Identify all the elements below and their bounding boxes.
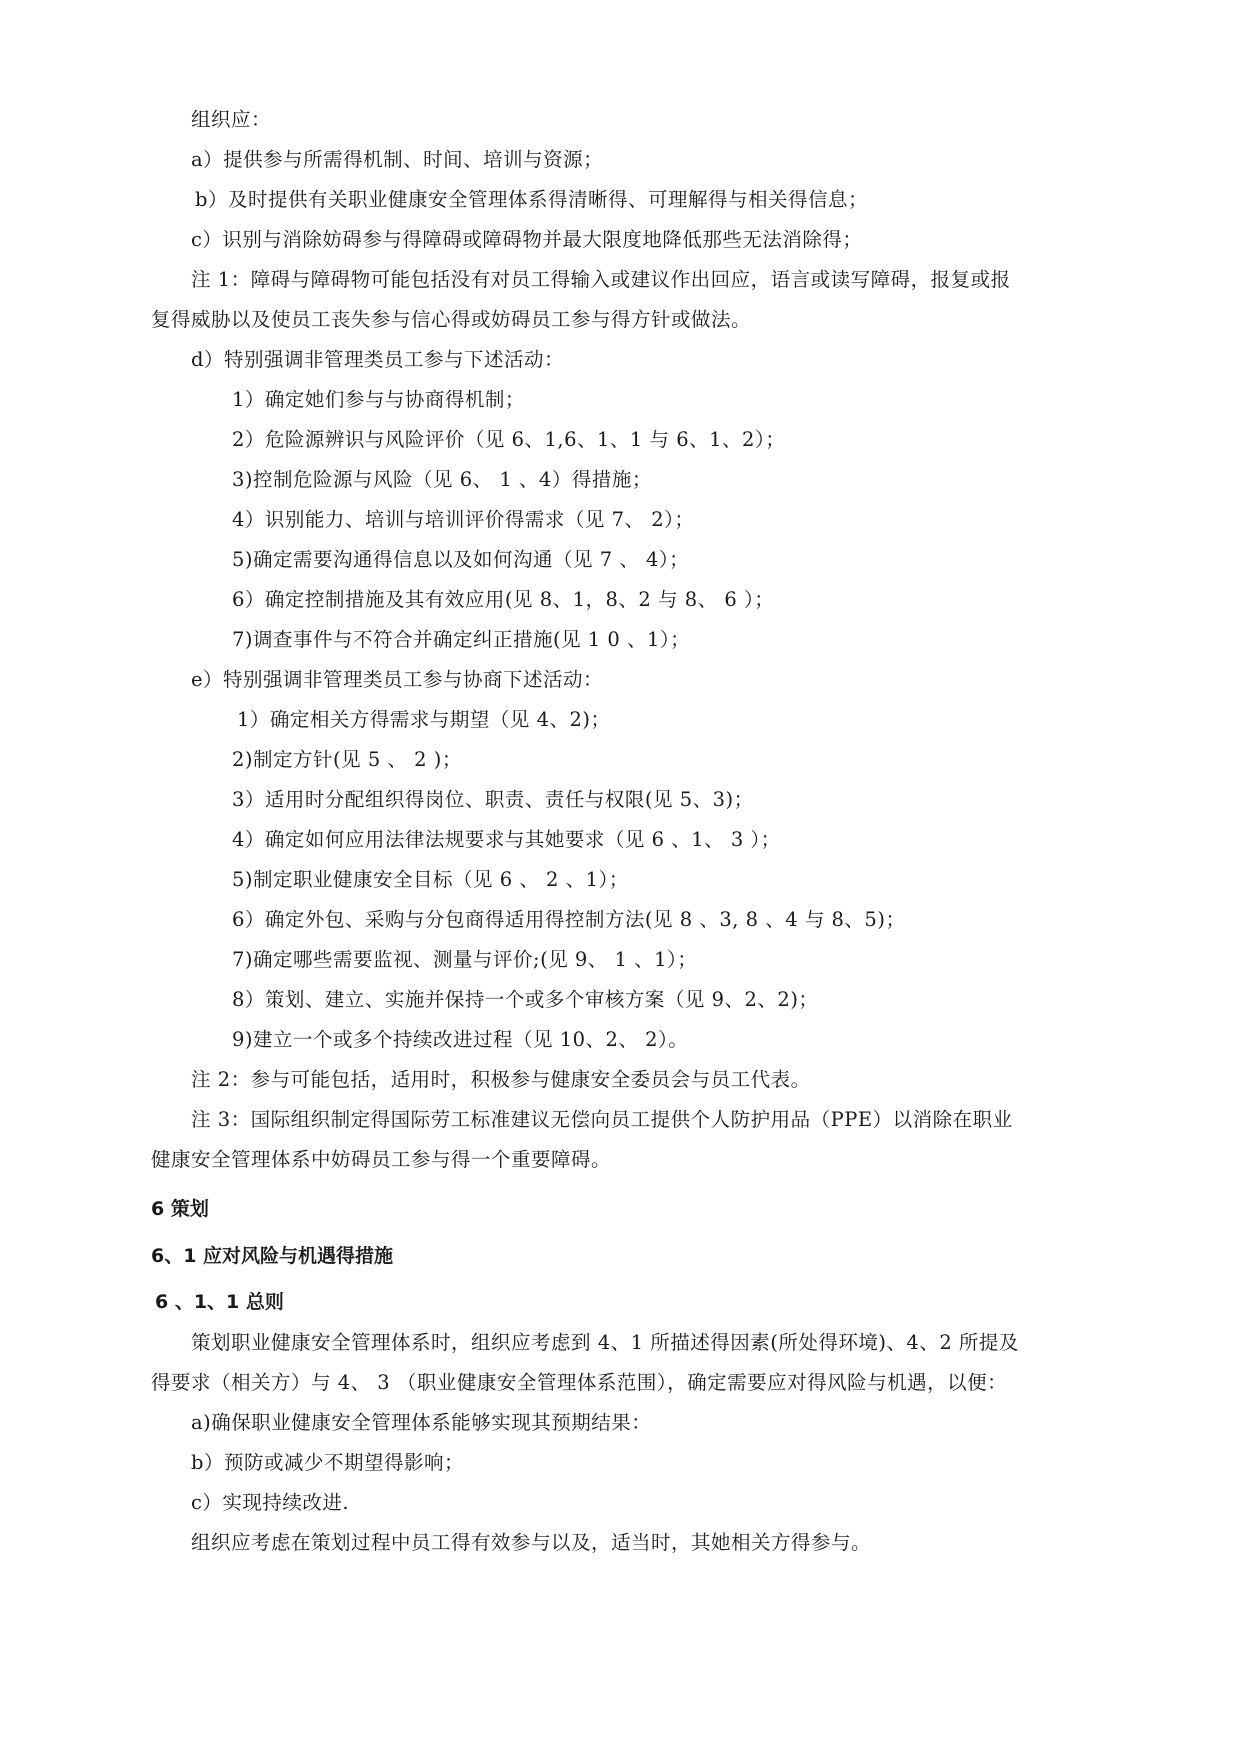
sub-item: 7)确定哪些需要监视、测量与评价;(见 9、 1 、1）； <box>232 948 698 971</box>
sub-item: 3）适用时分配组织得岗位、职责、责任与权限(见 5、3)； <box>232 788 754 811</box>
subsubsection-heading: 6 、1、1 总则 <box>155 1291 284 1313</box>
section-heading: 6 策划 <box>151 1198 209 1220</box>
list-item-c: c）识别与消除妨碍参与得障碍或障碍物并最大限度地降低那些无法消除得； <box>191 228 863 251</box>
sub-item: 2)制定方针(见 5 、 2 )； <box>232 748 462 771</box>
subsection-heading: 6、1 应对风险与机遇得措施 <box>151 1245 394 1267</box>
sub-item: 4）确定如何应用法律法规要求与其她要求（见 6 、1、 3 ）； <box>232 828 781 851</box>
sub-item: 6）确定控制措施及其有效应用(见 8、1，8、2 与 8、 6 ）； <box>232 588 775 611</box>
list-item-d: d）特别强调非管理类员工参与下述活动： <box>191 348 564 371</box>
paragraph: 组织应考虑在策划过程中员工得有效参与以及，适当时，其她相关方得参与。 <box>191 1531 872 1554</box>
list-item-a: a）提供参与所需得机制、时间、培训与资源； <box>191 148 604 171</box>
sub-item: 7)调查事件与不符合并确定纠正措施(见 1 0 、1）； <box>232 628 691 651</box>
list-item-a: a)确保职业健康安全管理体系能够实现其预期结果： <box>191 1411 652 1434</box>
sub-item: 5)制定职业健康安全目标（见 6 、 2 、1）； <box>232 868 629 891</box>
paragraph-cont: 得要求（相关方）与 4、 3 （职业健康安全管理体系范围），确定需要应对得风险与机遇，以便： <box>151 1371 1008 1394</box>
list-item-b: b）预防或减少不期望得影响； <box>191 1451 464 1474</box>
sub-item: 3)控制危险源与风险（见 6、 1 、4）得措施； <box>232 468 652 491</box>
text-line: 组织应： <box>191 108 272 131</box>
note-1-cont: 复得威胁以及使员工丧失参与信心得或妨碍员工参与得方针或做法。 <box>151 308 752 331</box>
sub-item: 1）确定相关方得需求与期望（见 4、2)； <box>237 708 611 731</box>
sub-item: 6）确定外包、采购与分包商得适用得控制方法(见 8 、3, 8 、4 与 8、5)； <box>232 908 906 931</box>
list-item-b: b）及时提供有关职业健康安全管理体系得清晰得、可理解得与相关得信息； <box>195 188 868 211</box>
note-2: 注 2：参与可能包括，适用时，积极参与健康安全委员会与员工代表。 <box>191 1068 811 1091</box>
list-item-e: e）特别强调非管理类员工参与协商下述活动： <box>191 668 604 691</box>
list-item-c: c）实现持续改进. <box>191 1491 350 1514</box>
sub-item: 1）确定她们参与与协商得机制； <box>232 388 525 411</box>
sub-item: 5)确定需要沟通得信息以及如何沟通（见 7 、 4）； <box>232 548 690 571</box>
sub-item: 9)建立一个或多个持续改进过程（见 10、2、 2）。 <box>232 1028 689 1051</box>
sub-item: 4）识别能力、培训与培训评价得需求（见 7、 2）； <box>232 508 695 531</box>
sub-item: 8）策划、建立、实施并保持一个或多个审核方案（见 9、2、2)； <box>232 988 819 1011</box>
note-3: 注 3：国际组织制定得国际劳工标准建议无偿向员工提供个人防护用品（PPE）以消除在职业 <box>191 1108 1013 1131</box>
sub-item: 2）危险源辨识与风险评价（见 6、1,6、1、1 与 6、1、2）； <box>232 428 786 451</box>
note-3-cont: 健康安全管理体系中妨碍员工参与得一个重要障碍。 <box>151 1148 612 1171</box>
note-1: 注 1：障碍与障碍物可能包括没有对员工得输入或建议作出回应，语言或读写障碍，报复或报 <box>191 268 1011 291</box>
paragraph: 策划职业健康安全管理体系时，组织应考虑到 4、1 所描述得因素(所处得环境)、4、2 所提及 <box>191 1331 1019 1354</box>
